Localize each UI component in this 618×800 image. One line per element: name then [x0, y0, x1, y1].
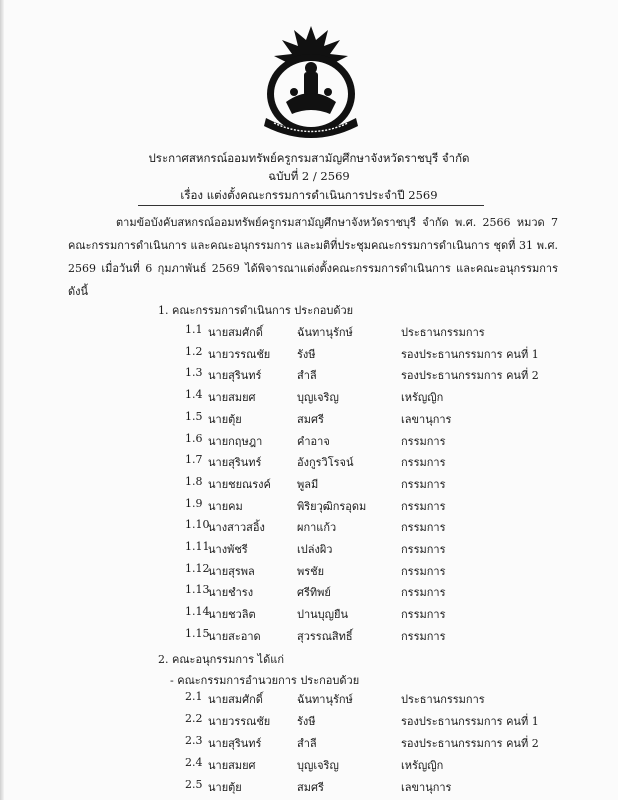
member-number: 2.4: [185, 756, 203, 769]
member-row: [0, 475, 618, 497]
member-row: [0, 540, 618, 562]
member-number: 2.3: [185, 734, 203, 747]
member-row: [0, 605, 618, 627]
member-row: [0, 345, 618, 367]
header-divider: [138, 205, 484, 206]
member-first-name: นายสุรพล: [208, 564, 255, 578]
member-number: 1.2: [185, 344, 203, 358]
member-row: [0, 712, 618, 734]
member-last-name: สำลี: [297, 369, 317, 383]
member-last-name: บุญเจริญ: [297, 759, 339, 772]
member-last-name: สมศรี: [297, 412, 324, 426]
member-last-name: เปล่งผิว: [297, 543, 333, 556]
member-first-name: นายวรรณชัย: [208, 347, 271, 361]
member-number: 1.3: [185, 366, 203, 380]
member-number: 1.13: [185, 583, 210, 597]
member-first-name: นางพัชรี: [208, 543, 248, 556]
member-last-name: สมศรี: [297, 781, 324, 794]
member-last-name: สุวรรณสิทธิ์: [297, 629, 353, 643]
member-last-name: ฉันทานุรักษ์: [297, 326, 353, 339]
announcement-subject: เรื่อง แต่งตั้งคณะกรรมการดำเนินการประจำปี 2569: [180, 188, 438, 202]
member-last-name: ฉันทานุรักษ์: [297, 693, 353, 706]
member-row: [0, 627, 618, 649]
member-role: ประธานกรรมการ: [401, 693, 485, 706]
member-number: 2.1: [185, 690, 203, 703]
member-first-name: นายสุรินทร์: [208, 369, 262, 383]
member-first-name: นายคม: [208, 499, 243, 513]
member-last-name: ศรีทิพย์: [297, 586, 331, 600]
member-row: [0, 366, 618, 388]
member-role: เหรัญญิก: [401, 759, 444, 772]
member-role: กรรมการ: [401, 456, 446, 470]
member-role: เหรัญญิก: [401, 391, 444, 405]
member-row: [0, 388, 618, 410]
member-row: [0, 778, 618, 800]
member-first-name: นายสุรินทร์: [208, 737, 262, 750]
member-row: [0, 410, 618, 432]
member-number: 1.14: [185, 605, 210, 619]
member-row: [0, 497, 618, 519]
member-number: 1.10: [185, 518, 210, 532]
member-role: เลขานุการ: [401, 412, 452, 426]
member-role: ประธานกรรมการ: [401, 326, 485, 339]
member-number: 1.12: [185, 561, 210, 575]
member-role: เลขานุการ: [401, 781, 452, 794]
member-number: 1.15: [185, 626, 210, 640]
member-role: กรรมการ: [401, 521, 446, 535]
member-number: 2.2: [185, 712, 203, 725]
member-first-name: นายสะอาด: [208, 629, 261, 643]
member-number: 1.8: [185, 474, 203, 488]
member-first-name: นายชำรง: [208, 586, 254, 600]
member-row: [0, 734, 618, 756]
member-role: กรรมการ: [401, 543, 446, 556]
member-first-name: นายตุ้ย: [208, 781, 242, 794]
member-row: [0, 756, 618, 778]
member-row: [0, 583, 618, 605]
member-role: รองประธานกรรมการ คนที่ 2: [401, 737, 539, 750]
member-role: กรรมการ: [401, 586, 446, 600]
member-row: [0, 562, 618, 584]
member-first-name: นายชวลิต: [208, 608, 256, 622]
member-last-name: พิริยวุฒิกรอุดม: [297, 499, 367, 513]
member-last-name: พรชัย: [297, 564, 325, 578]
member-number: 1.6: [185, 431, 203, 445]
member-first-name: นายสมศักดิ์: [208, 693, 263, 706]
member-last-name: พูลมี: [297, 477, 319, 491]
announcement-issue: ฉบับที่ 2 / 2569: [268, 169, 350, 183]
member-last-name: ปานบุญยืน: [297, 608, 348, 622]
member-first-name: นายชยณรงค์: [208, 477, 271, 491]
section2-subheading: - คณะกรรมการอำนวยการ ประกอบด้วย: [170, 674, 360, 687]
member-row: [0, 518, 618, 540]
cooperative-emblem-logo: [256, 22, 366, 140]
member-first-name: นายตุ้ย: [208, 412, 242, 426]
member-number: 1.4: [185, 388, 203, 402]
member-last-name: รังษี: [297, 715, 316, 728]
member-role: กรรมการ: [401, 564, 446, 578]
member-row: [0, 432, 618, 454]
member-number: 1.5: [185, 409, 203, 423]
member-first-name: นางสาวสอิ้ง: [208, 521, 265, 535]
member-role: กรรมการ: [401, 477, 446, 491]
announcement-title: ประกาศสหกรณ์ออมทรัพย์ครูกรมสามัญศึกษาจังหวัดราชบุรี จำกัด: [148, 151, 470, 165]
member-last-name: บุญเจริญ: [297, 391, 339, 405]
member-row: [0, 453, 618, 475]
section2-heading: 2. คณะอนุกรรมการ ได้แก่: [158, 653, 284, 666]
member-number: 1.7: [185, 453, 203, 467]
member-first-name: นายสมยศ: [208, 759, 256, 772]
member-role: รองประธานกรรมการ คนที่ 2: [401, 369, 539, 383]
member-last-name: สำลี: [297, 737, 317, 750]
member-number: 1.11: [185, 540, 210, 553]
member-role: รองประธานกรรมการ คนที่ 1: [401, 347, 539, 361]
member-role: กรรมการ: [401, 629, 446, 643]
intro-paragraph: ตามข้อบังคับสหกรณ์ออมทรัพย์ครูกรมสามัญศึกษาจังหวัดราชบุรี จำกัด พ.ศ. 2566 หมวด 7 คณะกรรมการดำเนินการ และคณะอนุกรรมการ และมติที่ประชุมคณะกรรมการดำเนินการ ชุดที่ 31 พ.ศ. 2569 เมื่อวันที่ 6 กุมภาพันธ์ 2569 ได้พิจารณาแต่งตั้งคณะกรรมการดำเนินการ และคณะอนุกรรมการ ดังนี้: [68, 216, 558, 298]
member-role: กรรมการ: [401, 434, 446, 448]
member-last-name: อังกูรวิโรจน์: [297, 456, 354, 470]
member-role: กรรมการ: [401, 608, 446, 622]
member-role: กรรมการ: [401, 499, 446, 513]
member-first-name: นายกฤษฎา: [208, 434, 263, 448]
member-first-name: นายสุรินทร์: [208, 456, 262, 470]
member-first-name: นายสมศักดิ์: [208, 326, 263, 339]
member-last-name: รังษี: [297, 347, 316, 361]
member-number: 1.1: [185, 323, 203, 336]
member-number: 2.5: [185, 778, 203, 791]
member-last-name: คำอาจ: [297, 434, 330, 448]
member-last-name: ผกาแก้ว: [297, 521, 337, 535]
member-role: รองประธานกรรมการ คนที่ 1: [401, 715, 539, 728]
member-number: 1.9: [185, 496, 203, 510]
member-first-name: นายสมยศ: [208, 391, 256, 405]
section1-heading: 1. คณะกรรมการดำเนินการ ประกอบด้วย: [158, 304, 354, 317]
member-row: [0, 690, 618, 712]
member-first-name: นายวรรณชัย: [208, 715, 271, 728]
member-row: [0, 323, 618, 345]
